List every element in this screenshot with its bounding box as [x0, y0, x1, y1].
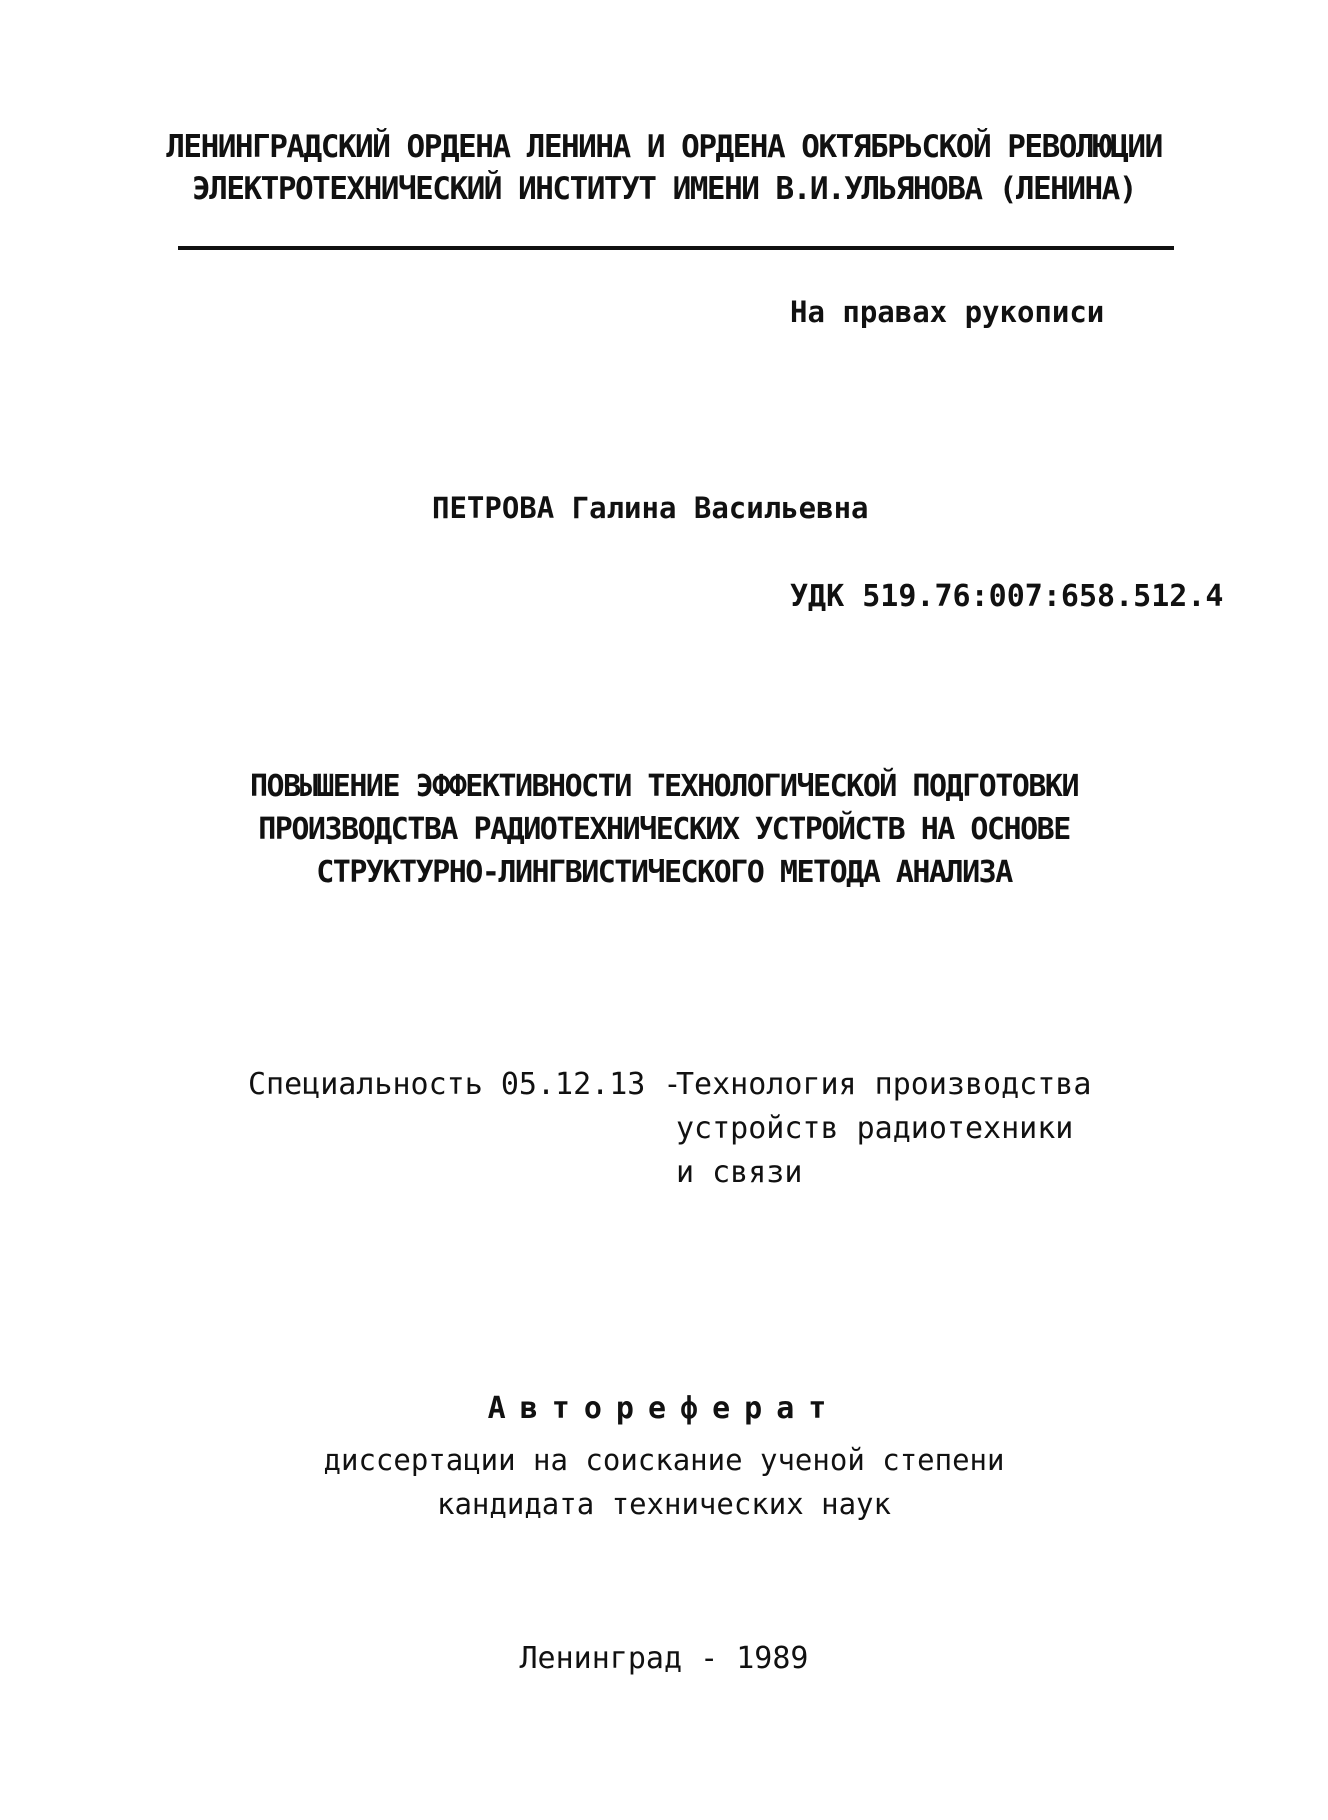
- abstract-line-2: кандидата технических наук: [437, 1487, 891, 1521]
- title-line-1: ПОВЫШЕНИЕ ЭФФЕКТИВНОСТИ ТЕХНОЛОГИЧЕСКОЙ ПОДГОТОВКИ: [249, 769, 1079, 804]
- institute-line-2: ЭЛЕКТРОТЕХНИЧЕСКИЙ ИНСТИТУТ ИМЕНИ В.И.УЛЬЯНОВА (ЛЕНИНА): [192, 171, 1136, 207]
- specialty-name-line-1: Технология производства: [676, 1067, 1092, 1102]
- abstract-heading: Автореферат: [487, 1391, 841, 1426]
- udc-code: УДК 519.76:007:658.512.4: [790, 579, 1224, 614]
- title-line-3: СТРУКТУРНО-ЛИНГВИСТИЧЕСКОГО МЕТОДА АНАЛИЗА: [316, 855, 1012, 890]
- institute-line-1: ЛЕНИНГРАДСКИЙ ОРДЕНА ЛЕНИНА И ОРДЕНА ОКТЯБРЬСКОЙ РЕВОЛЮЦИИ: [166, 129, 1162, 165]
- header-rule: [178, 246, 1174, 250]
- title-line-2: ПРОИЗВОДСТВА РАДИОТЕХНИЧЕСКИХ УСТРОЙСТВ НА ОСНОВЕ: [258, 812, 1070, 847]
- place-and-year: Ленинград - 1989: [519, 1641, 809, 1676]
- abstract-line-1: диссертации на соискание ученой степени: [323, 1443, 1005, 1477]
- specialty-name-line-3: и связи: [676, 1155, 803, 1190]
- author-name: ПЕТРОВА Галина Васильевна: [432, 491, 869, 525]
- specialty-name-line-2: устройств радиотехники: [676, 1111, 1074, 1146]
- manuscript-note: На правах рукописи: [790, 295, 1105, 329]
- specialty-label: Специальность 05.12.13 -: [248, 1067, 682, 1102]
